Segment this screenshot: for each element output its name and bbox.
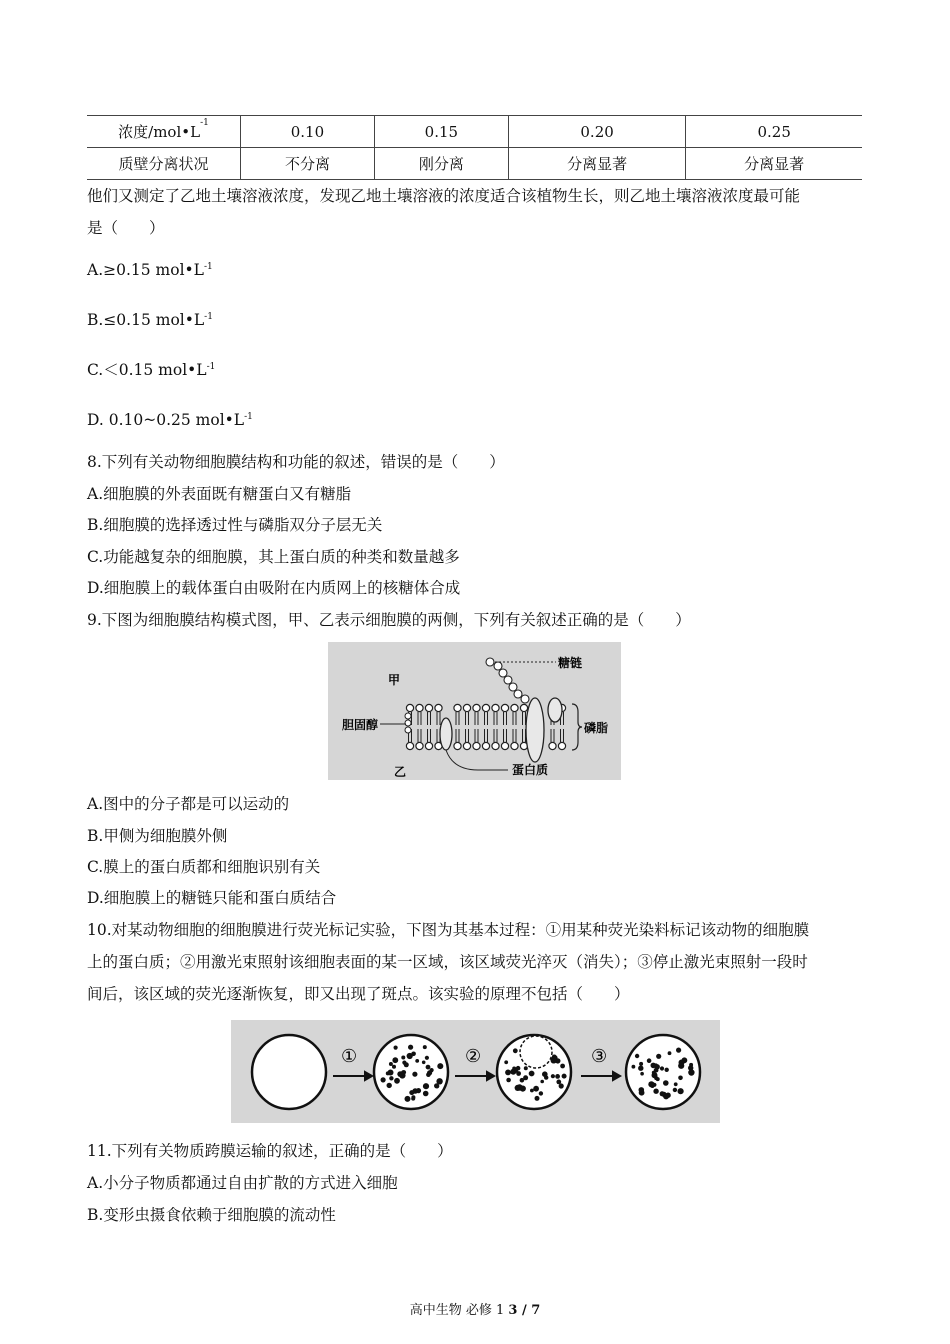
fluorescent-dot: [648, 1081, 654, 1087]
fluorescent-dot: [435, 1084, 439, 1088]
phospholipid-head: [425, 704, 432, 711]
step-label: ①: [341, 1046, 358, 1067]
fluorescent-dot: [513, 1048, 518, 1053]
fluorescent-dot: [411, 1097, 415, 1101]
fluorescent-dot: [505, 1070, 511, 1076]
fluorescent-dot: [506, 1078, 511, 1083]
table-cell: 不分离: [241, 148, 375, 180]
phospholipid-head: [435, 704, 442, 711]
phospholipid-head: [482, 704, 489, 711]
option-c[interactable]: C.＜0.15 $mol•L^{-1}$: [87, 361, 216, 379]
bleached-region: [520, 1036, 552, 1068]
fluorescent-dot: [652, 1071, 656, 1075]
cell-membrane-figure: [328, 642, 621, 780]
fluorescent-dot: [388, 1070, 394, 1076]
page-footer: 高中生物 必修 1 3 / 7: [409, 1303, 541, 1318]
option-a[interactable]: A.≥0.15 $mol•L^{-1}$: [87, 261, 213, 279]
fluorescent-dot: [504, 1060, 508, 1064]
fluorescent-dot: [656, 1054, 661, 1059]
fluorescent-dot: [427, 1070, 432, 1075]
table-header-cell: 浓度$/mol•L^{-1}$: [87, 116, 241, 148]
step-label: ②: [465, 1046, 482, 1067]
fluorescent-dot: [656, 1077, 660, 1081]
fluorescent-dot: [415, 1059, 419, 1063]
fluorescent-dot: [668, 1051, 672, 1055]
fluorescent-dot: [535, 1096, 540, 1101]
question-10-stem-cont: 间后，该区域的荧光逐渐恢复，即又出现了斑点。该实验的原理不包括（ ）: [87, 985, 630, 1003]
phospholipid-head: [473, 742, 480, 749]
fluorescent-dot: [678, 1088, 684, 1094]
fluorescent-dot: [392, 1065, 396, 1069]
fluorescent-dot: [665, 1068, 669, 1072]
step-label: ③: [591, 1046, 608, 1067]
phospholipid-head: [558, 742, 565, 749]
phospholipid-head: [454, 704, 461, 711]
fluorescent-dot: [530, 1089, 534, 1093]
fluorescent-dot: [389, 1062, 393, 1066]
fluorescent-dot: [516, 1066, 521, 1071]
fluorescent-dot: [425, 1056, 429, 1060]
fluorescent-dot: [394, 1046, 398, 1050]
table-cell: 0.10: [241, 116, 375, 148]
membrane-protein: [548, 698, 562, 722]
phospholipid-head: [416, 742, 423, 749]
fluorescent-dot: [560, 1064, 565, 1069]
fluorescent-dot: [401, 1070, 406, 1075]
phospholipid-head: [511, 742, 518, 749]
sugar-chain: [486, 658, 529, 703]
fluorescent-dot: [389, 1076, 393, 1080]
option-c[interactable]: C.功能越复杂的细胞膜，其上蛋白质的种类和数量越多: [87, 548, 460, 566]
phospholipid-head: [482, 742, 489, 749]
option-a[interactable]: A.图中的分子都是可以运动的: [87, 795, 290, 813]
question-10-stem: 10.对某动物细胞的细胞膜进行荧光标记实验，下图为其基本过程：①用某种荧光染料标记该动物的细胞膜: [87, 921, 810, 939]
membrane-protein: [440, 718, 452, 750]
phospholipid-head: [492, 742, 499, 749]
fluorescent-dot: [663, 1080, 669, 1086]
sugar-chain-label: 糖链: [558, 656, 583, 670]
phospholipid-head: [416, 704, 423, 711]
question-7-stem-cont: 是（ ）: [87, 219, 165, 237]
fluorescent-dot: [639, 1090, 645, 1096]
question-10-stem-cont: 上的蛋白质；②用激光束照射该细胞表面的某一区域，该区域荧光淬灭（消失）；③停止激光束照射一段时: [87, 953, 808, 971]
table-cell: 分离显著: [686, 148, 862, 180]
fluorescent-dot: [412, 1088, 418, 1094]
fluorescent-dot: [412, 1072, 417, 1077]
table-cell: 刚分离: [374, 148, 508, 180]
phospholipid-head: [406, 704, 413, 711]
option-b[interactable]: B.细胞膜的选择透过性与磷脂双分子层无关: [87, 516, 383, 534]
fluorescent-dot: [381, 1077, 386, 1082]
question-9-stem: 9.下图为细胞膜结构模式图，甲、乙表示细胞膜的两侧，下列有关叙述正确的是（ ）: [87, 611, 691, 629]
side-b-label: 乙: [394, 765, 407, 779]
phospholipid-head: [473, 704, 480, 711]
fluorescent-dot: [638, 1066, 643, 1071]
fluorescent-dot: [673, 1088, 677, 1092]
phospholipid-head: [454, 742, 461, 749]
phospholipid-head: [501, 742, 508, 749]
table-header-cell: 质壁分离状况: [87, 148, 241, 180]
cell-circle: [252, 1035, 326, 1109]
fluorescent-dot: [540, 1080, 544, 1084]
fluorescent-dot: [688, 1069, 694, 1075]
fluorescent-dot: [423, 1045, 427, 1049]
fluorescent-dot: [640, 1072, 644, 1076]
fluorescent-dot: [562, 1074, 567, 1079]
option-a[interactable]: A.细胞膜的外表面既有糖蛋白又有糖脂: [87, 485, 352, 503]
phospholipid-head: [463, 704, 470, 711]
fluorescent-dot: [392, 1057, 398, 1063]
fluorescent-dot: [436, 1078, 442, 1084]
fluorescent-dot: [529, 1071, 535, 1077]
fluorescent-dot: [660, 1066, 664, 1070]
fluorescent-dot: [660, 1091, 665, 1096]
fluorescent-dot: [679, 1060, 685, 1066]
fluorescent-dot: [520, 1086, 526, 1092]
fluorescent-dot: [426, 1065, 431, 1070]
fluorescent-dot: [437, 1063, 443, 1069]
fluorescent-dot: [539, 1091, 543, 1095]
fluorescent-dot: [405, 1096, 411, 1102]
fluorescent-dot: [524, 1066, 528, 1070]
option-d[interactable]: D.细胞膜上的糖链只能和蛋白质结合: [87, 889, 337, 907]
fluorescent-dot: [635, 1054, 639, 1058]
table-cell: 0.15: [374, 116, 508, 148]
side-a-label: 甲: [388, 673, 401, 687]
phospholipid-head: [492, 704, 499, 711]
table-row: [87, 116, 862, 148]
table-row: [87, 148, 862, 180]
option-c[interactable]: C.膜上的蛋白质都和细胞识别有关: [87, 858, 321, 876]
phospholipid-head: [406, 742, 413, 749]
fluorescent-dot: [387, 1083, 392, 1088]
fluorescent-dot: [651, 1063, 657, 1069]
concentration-table: [87, 115, 862, 180]
option-b[interactable]: B.甲侧为细胞膜外侧: [87, 827, 228, 845]
phospholipid-label: 磷脂: [584, 721, 609, 735]
protein-label: 蛋白质: [512, 763, 549, 777]
fluorescent-dot: [394, 1078, 400, 1084]
fluorescent-dot: [647, 1058, 652, 1063]
fluorescent-dot: [533, 1086, 539, 1092]
question-8-stem: 8.下列有关动物细胞膜结构和功能的叙述，错误的是（ ）: [87, 453, 505, 471]
option-d[interactable]: D. 0.10~0.25 $mol•L^{-1}$: [87, 411, 253, 429]
fluorescent-dot: [542, 1071, 548, 1077]
phospholipid-head: [520, 704, 527, 711]
fluorescent-dot: [407, 1053, 413, 1059]
fluorescent-dot: [423, 1091, 429, 1097]
option-b[interactable]: B.≤0.15 $mol•L^{-1}$: [87, 311, 213, 329]
option-a[interactable]: A.小分子物质都通过自由扩散的方式进入细胞: [87, 1174, 398, 1192]
fluorescent-dot: [556, 1080, 561, 1085]
question-7-stem: 他们又测定了乙地土壤溶液浓度，发现乙地土壤溶液的浓度适合该植物生长，则乙地土壤溶液浓度最可能: [87, 187, 801, 205]
fluorescent-dot: [632, 1065, 636, 1069]
phospholipid-head: [511, 704, 518, 711]
fluorescent-dot: [422, 1061, 426, 1065]
fluorescent-dot: [653, 1089, 658, 1094]
fluorescent-dot: [401, 1056, 405, 1060]
membrane-protein: [526, 698, 544, 762]
page-number: 3 / 7: [508, 1303, 541, 1318]
fluorescent-dot: [674, 1082, 678, 1086]
phospholipid-head: [463, 742, 470, 749]
option-b[interactable]: B.变形虫摄食依赖于细胞膜的流动性: [87, 1206, 336, 1224]
question-11-stem: 11.下列有关物质跨膜运输的叙述，正确的是（ ）: [87, 1142, 453, 1160]
phospholipid-head: [501, 704, 508, 711]
fluorescent-dot: [402, 1061, 406, 1065]
phospholipid-head: [425, 742, 432, 749]
phospholipid-head: [549, 742, 556, 749]
fluorescent-dot: [676, 1048, 681, 1053]
fluorescent-dot: [689, 1063, 693, 1067]
fluorescent-dot: [551, 1074, 555, 1078]
fluorescent-dot: [423, 1083, 429, 1089]
fluorescent-dot: [520, 1078, 525, 1083]
fluorescent-dot: [665, 1093, 670, 1098]
table-cell: 0.20: [508, 116, 686, 148]
fluorescent-dot: [678, 1076, 683, 1081]
fluorescence-process-figure: [231, 1020, 720, 1123]
fluorescent-dot: [552, 1056, 557, 1061]
fluorescent-dot: [555, 1074, 560, 1079]
option-d[interactable]: D.细胞膜上的载体蛋白由吸附在内质网上的核糖体合成: [87, 579, 461, 597]
fluorescent-dot: [639, 1062, 643, 1066]
fluorescent-dot: [408, 1045, 413, 1050]
cholesterol-molecule: [405, 713, 411, 733]
cholesterol-label: 胆固醇: [342, 718, 379, 732]
table-cell: 0.25: [686, 116, 862, 148]
table-cell: 分离显著: [508, 148, 686, 180]
